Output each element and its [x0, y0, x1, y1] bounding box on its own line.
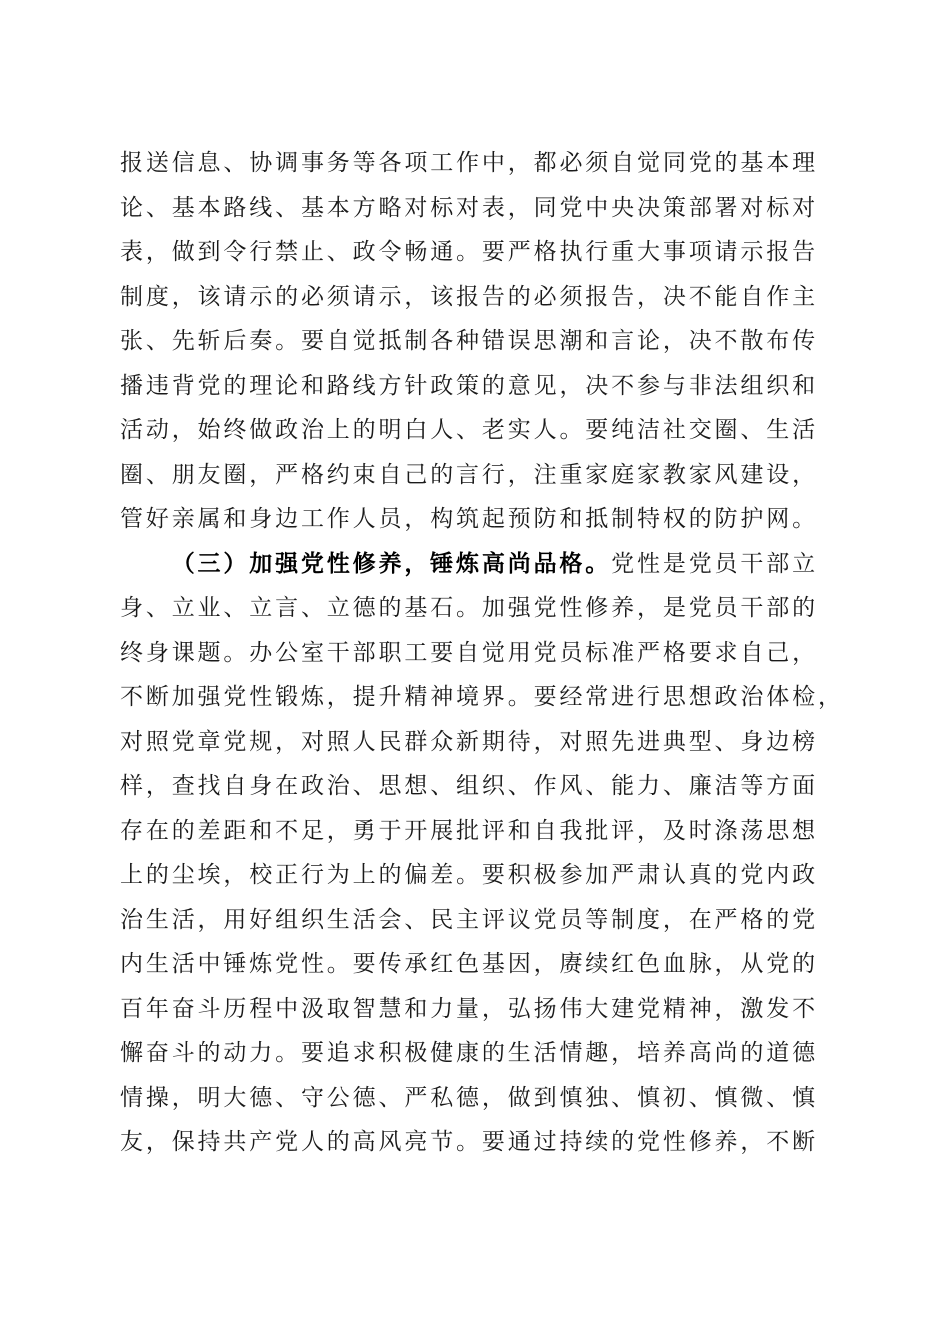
text-line: 管好亲属和身边工作人员，构筑起预防和抵制特权的防护网。 — [120, 506, 818, 532]
text-line: 治生活，用好组织生活会、民主评议党员等制度，在严格的党 — [120, 906, 818, 933]
heading-line-rest: 党性是党员干部立 — [611, 550, 818, 577]
text-line: 播违背党的理论和路线方针政策的意见，决不参与非法组织和 — [120, 372, 818, 399]
section-heading: （三）加强党性修养，锤炼高尚品格。 — [171, 549, 612, 577]
text-line: 存在的差距和不足，勇于开展批评和自我批评，及时涤荡思想 — [120, 817, 818, 844]
text-line: 样，查找自身在政治、思想、组织、作风、能力、廉洁等方面 — [120, 773, 818, 799]
text-line: 百年奋斗历程中汲取智慧和力量，弘扬伟大建党精神，激发不 — [120, 995, 818, 1022]
text-line: 对照党章党规，对照人民群众新期待，对照先进典型、身边榜 — [120, 728, 818, 755]
section-heading-line — [120, 542, 860, 587]
text-line: 张、先斩后奏。要自觉抵制各种错误思潮和言论，决不散布传 — [120, 328, 818, 354]
text-line: 懈奋斗的动力。要追求积极健康的生活情趣，培养高尚的道德 — [120, 1040, 818, 1066]
paragraph-party-spirit — [120, 542, 860, 1165]
text-line: 友，保持共产党人的高风亮节。要通过持续的党性修养，不断 — [120, 1129, 818, 1155]
text-line: 报送信息、协调事务等各项工作中，都必须自觉同党的基本理 — [120, 150, 818, 176]
text-line: 终身课题。办公室干部职工要自觉用党员标准严格要求自己， — [120, 639, 818, 666]
body-text — [120, 141, 860, 1165]
text-line: 圈、朋友圈，严格约束自己的言行，注重家庭家教家风建设， — [120, 461, 818, 488]
paragraph-discipline — [120, 141, 860, 542]
text-line: 内生活中锤炼党性。要传承红色基因，赓续红色血脉，从党的 — [120, 951, 818, 977]
text-line: 上的尘埃，校正行为上的偏差。要积极参加严肃认真的党内政 — [120, 862, 818, 888]
text-line: 表，做到令行禁止、政令畅通。要严格执行重大事项请示报告 — [120, 239, 818, 265]
text-line: 论、基本路线、基本方略对标对表，同党中央决策部署对标对 — [120, 194, 818, 221]
text-line: 活动，始终做政治上的明白人、老实人。要纯洁社交圈、生活 — [120, 417, 818, 443]
text-line: 不断加强党性锻炼，提升精神境界。要经常进行思想政治体检， — [120, 684, 844, 710]
text-line: 制度，该请示的必须请示，该报告的必须报告，决不能自作主 — [120, 283, 818, 310]
text-line: 情操，明大德、守公德、严私德，做到慎独、慎初、慎微、慎 — [120, 1084, 818, 1111]
text-line: 身、立业、立言、立德的基石。加强党性修养，是党员干部的 — [120, 595, 818, 621]
